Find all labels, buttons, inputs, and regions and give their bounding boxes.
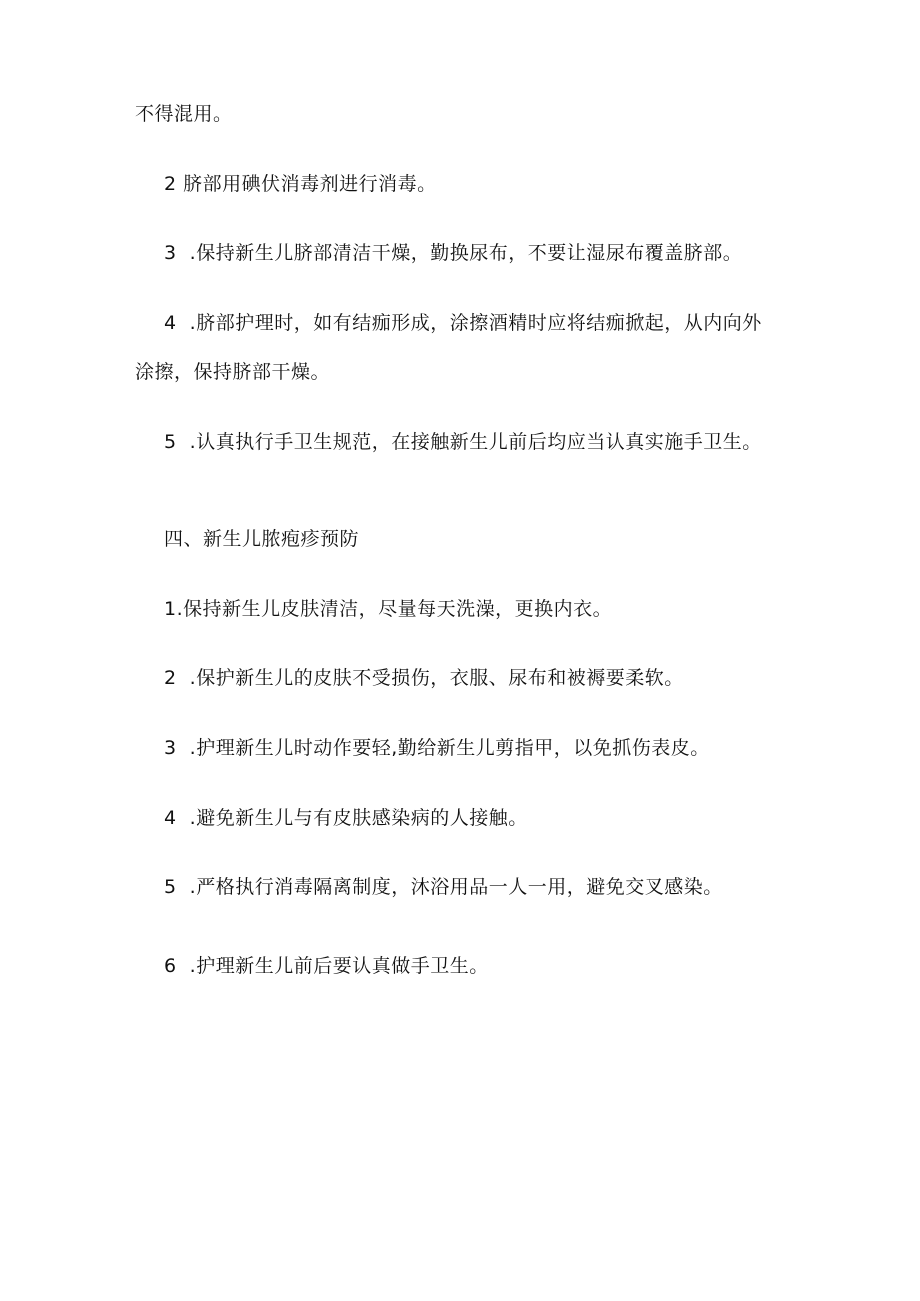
- list-item-umbilical-4-continuation: 涂擦，保持脐部干燥。: [135, 361, 331, 383]
- paragraph-continuation: 不得混用。: [135, 103, 233, 125]
- list-item-pustule-5: 5 .严格执行消毒隔离制度，沐浴用品一人一用，避免交叉感染。: [164, 876, 723, 898]
- list-item-pustule-3: 3 .护理新生儿时动作要轻,勤给新生儿剪指甲，以免抓伤表皮。: [164, 737, 710, 759]
- list-item-pustule-2: 2 .保护新生儿的皮肤不受损伤，衣服、尿布和被褥要柔软。: [164, 667, 684, 689]
- list-item-pustule-6: 6 .护理新生儿前后要认真做手卫生。: [164, 955, 489, 977]
- list-item-pustule-1: 1.保持新生儿皮肤清洁，尽量每天洗澡，更换内衣。: [164, 598, 613, 620]
- list-item-umbilical-2: 2 脐部用碘伏消毒剂进行消毒。: [164, 173, 437, 195]
- list-item-umbilical-3: 3 .保持新生儿脐部清洁干燥，勤换尿布，不要让湿尿布覆盖脐部。: [164, 242, 743, 264]
- list-item-umbilical-4: 4 .脐部护理时，如有结痂形成，涂擦酒精时应将结痂掀起，从内向外: [164, 312, 762, 334]
- section-heading: 四、新生儿脓疱疹预防: [164, 528, 360, 550]
- list-item-pustule-4: 4 .避免新生儿与有皮肤感染病的人接触。: [164, 807, 528, 829]
- list-item-umbilical-5: 5 .认真执行手卫生规范，在接触新生儿前后均应当认真实施手卫生。: [164, 431, 762, 453]
